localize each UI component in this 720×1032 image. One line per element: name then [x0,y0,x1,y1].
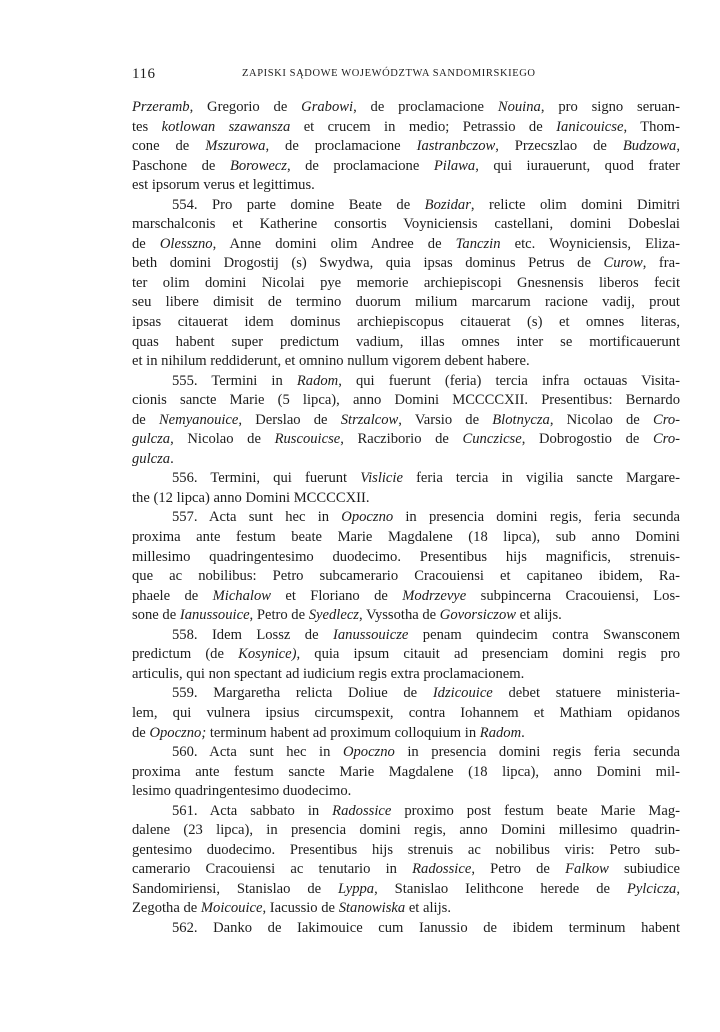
text-line [132,704,680,724]
italic-place-name: Radom [479,724,522,741]
text-line [132,860,680,880]
text-run: , de proclamacione [353,99,498,115]
text-line [132,899,680,919]
text-run: 554. Pro parte domine Beate de [172,196,425,213]
text-line [132,548,680,568]
text-run: beth domini Drogostij (s) Swydwa, quia ipsas dominus Petrus de [132,255,604,272]
italic-place-name: Budzowa [622,138,677,155]
text-run: , de proclamacione [265,138,417,155]
italic-place-name: Iastranbczow [416,138,496,155]
italic-place-name: Ianussouice [179,607,250,624]
italic-place-name: Ruscouicse [274,431,341,448]
text-run: que ac nobilibus: Petro subcamerario Cracouiensi et capitaneo ibidem, Ra- [132,568,680,585]
text-run: articulis, qui non spectant ad iudicium regis extra proclamacionem. [132,665,525,682]
text-run: 558. Idem Lossz de [172,626,333,643]
text-run: proxima ante festum beate Marie Magdalene (18 lipca), sub anno Domini [132,529,680,546]
text-line [132,215,680,235]
text-run: , Przecszlao de [495,138,623,155]
text-run: the (12 lipca) anno Domini MCCCCXII. [132,489,370,506]
italic-place-name: Pilawa [433,157,476,174]
italic-place-name: Govorsiczow [439,607,517,624]
text-run: ter olim domini Nicolai pye memorie archiepiscopi Gnesnensis liberos fecit [132,274,680,291]
italic-place-name: Opoczno [341,509,394,526]
text-run: millesimo quadringentesimo duodecimo. Presentibus hijs magnificis, strenuis- [132,548,680,565]
italic-place-name: Falkow [565,861,609,878]
text-run: tes [132,118,162,135]
text-run: 559. Margaretha relicta Doliue de [172,685,433,702]
text-run: etc. Woyniciensis, Eliza- [500,235,680,252]
italic-place-name: Opoczno; [149,724,207,741]
text-run: de [132,235,160,252]
text-run: , qui fuerunt (feria) tercia infra octauas Visita- [338,372,681,389]
text-run: 555. Termini in [172,372,297,389]
text-line [132,919,680,939]
text-line [132,274,680,294]
running-title: ZAPISKI SĄDOWE WOJEWÓDZTWA SANDOMIRSKIEGO [242,68,536,79]
text-run: , Racziborio de [340,431,463,448]
text-run: feria tercia in vigilia sancte Margare- [402,470,680,487]
text-run: lem, qui vulnera ipsius circumspexit, contra Iohannem et Mathiam opidanos [132,704,680,721]
italic-place-name: Curow [603,255,643,272]
text-run: , Iacussio de [262,900,339,917]
text-line [132,98,680,118]
text-run: , Nicolao de [549,411,653,428]
text-run: , [676,880,680,897]
text-run: Sandomiriensi, Stanislao de [132,880,339,897]
text-line [132,763,680,783]
text-line [132,313,680,333]
text-run: , de proclamacione [286,157,434,174]
text-line [132,333,680,353]
text-run: lesimo quadringentesimo duodecimo. [132,783,352,800]
text-run: . [170,450,174,467]
text-run: cone de [132,138,206,155]
italic-place-name: Strzalcow [340,411,399,428]
text-run: subpincerna Cracouiensi, Los- [466,587,680,604]
text-line [132,411,680,431]
text-line [132,841,680,861]
text-run: et Floriano de [270,587,403,604]
text-run: cionis sancte Marie (5 lipca), anno Domini MCCCCXII. Presentibus: Bernardo [132,392,680,409]
italic-place-name: Przeramb [132,99,190,115]
text-run: Zegotha de [132,900,201,917]
text-run: , Nicolao de [170,431,275,448]
text-run: subiudice [608,861,680,878]
text-line [132,254,680,274]
italic-place-name: Tanczin [455,235,501,252]
text-run: 560. Acta sunt hec in [172,744,343,761]
text-line [132,235,680,255]
text-line [132,587,680,607]
italic-place-name: Ianussouicze [332,626,409,643]
italic-place-name: Lyppa [338,880,375,897]
text-run: penam quindecim contra Swansconem [408,626,680,643]
text-run: sone de [132,607,180,624]
text-run: in presencia domini regis feria secunda [394,744,680,761]
italic-place-name: Nouina [497,99,541,115]
text-line [132,508,680,528]
text-run: in presencia domini regis, feria secunda [393,509,680,526]
text-run: , [676,138,681,155]
text-line [132,430,680,450]
text-run: de [132,411,159,428]
text-run: 562. Danko de Iakimouice cum Ianussio de ibidem terminum habent [172,919,680,936]
text-run: debet statuere ministeria- [492,685,680,702]
text-run: et alijs. [516,607,562,624]
text-line [132,176,680,196]
italic-place-name: Moicouice [200,900,263,917]
text-line [132,802,680,822]
italic-place-name: Mszurowa [205,138,266,155]
italic-place-name: Modrzevye [402,587,467,604]
italic-place-name: Olesszno [159,235,213,252]
body-text [132,98,680,939]
italic-place-name: Pylcicza [626,880,677,897]
text-run: et alijs. [405,900,451,917]
italic-place-name: Syedlecz [308,607,359,624]
text-line [132,528,680,548]
text-run: predictum (de [132,646,239,663]
page-header [132,66,678,86]
text-line [132,450,680,470]
italic-place-name: Radom [296,372,339,389]
text-run: marschalconis et Katherine consortis Voyniciensis castellani, domini Dobeslai [132,216,680,233]
text-run: gentesimo duodecimo. Presentibus hijs strenuis ac nobilibus viris: Petro sub- [132,841,680,858]
italic-place-name: Vislicie [360,470,403,487]
text-run: , Varsio de [398,411,493,428]
text-line [132,567,680,587]
text-run: quas habent super predictum vadium, illas omnes inter se mortificauerunt [132,333,680,350]
text-run: dalene (23 lipca), in presencia domini regis, anno Domini millesimo quadrin- [132,822,680,839]
text-run: , quia ipsum citauit ad presenciam domini regis pro [296,646,680,663]
italic-place-name: Ianicouicse [556,118,624,135]
text-run: et crucem in medio; Petrassio de [290,118,557,135]
italic-place-name: Cro- [652,411,680,428]
italic-place-name: Grabowi [301,99,354,115]
text-line [132,821,680,841]
text-line [132,469,680,489]
text-line [132,684,680,704]
text-line [132,118,680,138]
text-run: de [132,724,150,741]
text-run: , Petro de [471,861,566,878]
italic-place-name: kotlowan szawansza [161,118,291,135]
italic-place-name: gulcza [132,450,171,467]
text-run: Paschone de [132,157,230,174]
italic-place-name: Idzicouice [432,685,493,702]
text-line [132,352,680,372]
italic-place-name: Borowecz [229,157,287,174]
italic-place-name: Michalow [212,587,271,604]
text-line [132,391,680,411]
italic-place-name: Stanowiska [338,900,406,917]
text-run: camerario Cracouiensi ac tenutario in [132,861,413,878]
text-run: , Vyssotha de [358,607,440,624]
text-line [132,157,680,177]
italic-place-name: Radossice [332,802,392,819]
text-run: , Derslao de [238,411,341,428]
text-line [132,880,680,900]
text-run: , Dobrogostio de [521,431,653,448]
text-line [132,743,680,763]
text-run: 556. Termini, qui fuerunt [172,470,361,487]
italic-place-name: Blotnycza [492,411,550,428]
text-line [132,626,680,646]
text-run: , Petro de [249,607,309,624]
text-line [132,489,680,509]
italic-place-name: gulcza [132,431,171,448]
text-run: , Anne domini olim Andree de [212,235,456,252]
text-run: , Stanislao Ielithcone herede de [374,880,627,897]
italic-place-name: Bozidar [424,196,471,213]
text-run: ipsas citauerat idem dominus archiepiscopus citauerat (s) et omnes literas, [132,314,680,331]
text-line [132,782,680,802]
italic-place-name: Kosynice) [238,646,297,663]
text-run: 561. Acta sabbato in [172,802,333,819]
italic-place-name: Cunczicse [462,431,522,448]
italic-place-name: Cro- [652,431,680,448]
text-line [132,293,680,313]
text-run: est ipsorum verus et legittimus. [132,177,315,194]
text-run: , pro signo seruan- [540,99,680,115]
text-run: , qui iurauerunt, quod frater [475,157,680,174]
text-line [132,645,680,665]
text-run: phaele de [132,587,213,604]
page-number: 116 [132,66,156,82]
text-line [132,606,680,626]
text-line [132,372,680,392]
text-run: , Gregorio de [189,99,302,115]
text-run: 557. Acta sunt hec in [172,509,342,526]
italic-place-name: Nemyanouice [158,411,239,428]
text-run: proximo post festum beate Marie Mag- [391,802,680,819]
text-line [132,724,680,744]
italic-place-name: Opoczno [342,744,395,761]
text-run: et in nihilum reddiderunt, et omnino nullum vigorem debent habere. [132,353,530,370]
text-line [132,665,680,685]
text-run: proxima ante festum sancte Marie Magdalene (18 lipca), anno Domini mil- [132,763,680,780]
text-run: , Thom- [623,118,680,135]
text-line [132,137,680,157]
text-run: , fra- [642,255,680,272]
text-line [132,196,680,216]
text-run: . [521,724,525,741]
italic-place-name: Radossice [412,861,472,878]
text-run: seu libere dimisit de termino duorum milium marcarum racione vadij, prout [132,294,680,311]
text-run: , relicte olim domini Dimitri [470,196,680,213]
text-run: terminum habent ad proximum colloquium in [206,724,480,741]
